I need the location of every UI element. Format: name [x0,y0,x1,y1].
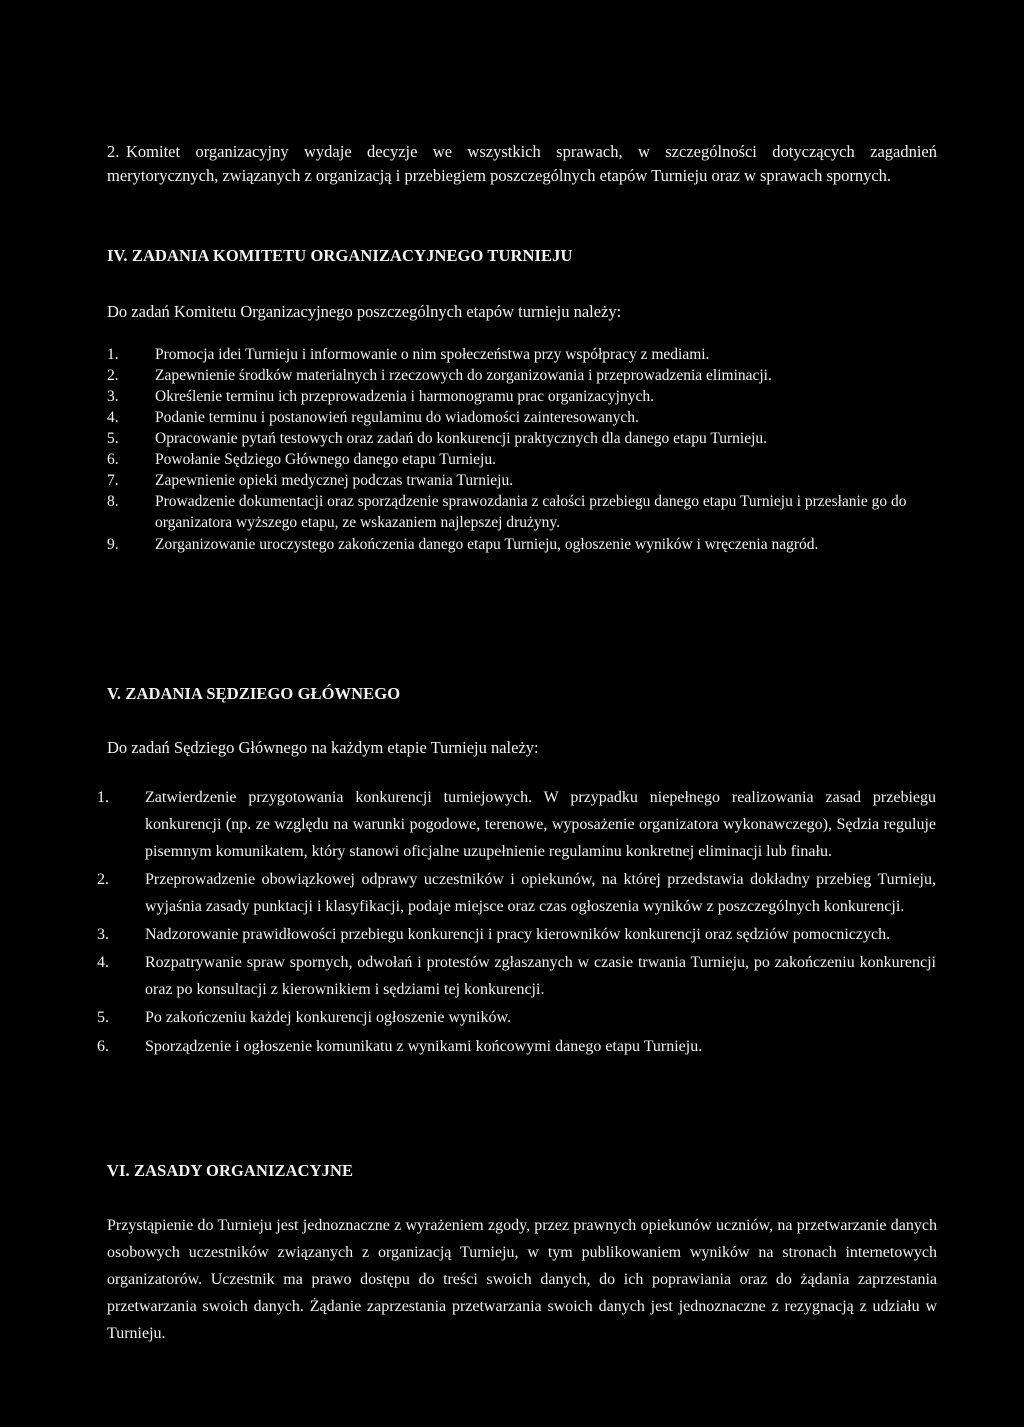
list-item: 1. Promocja idei Turnieju i informowanie o nim społeczeństwa przy współpracy z mediami. [107,346,710,363]
section-v-heading: V. ZADANIA SĘDZIEGO GŁÓWNEGO [107,684,401,703]
list-item: 4. Rozpatrywanie spraw spornych, odwołań i protestów zgłaszanych w czasie trwania Turnieju, po zakończeniu konkurencji oraz po konsultacji z kierownikiem i sędziami tej konkurencji. [97,954,936,998]
list-item: 1. Zatwierdzenie przygotowania konkurencji turniejowych. W przypadku niepełnego realizowania zasad przebiegu konkurencji (np. ze względu na warunki pogodowe, terenowe, wyposażenie organizatora wykonawczego), Sędzia reguluje pisemnym komunikatem, który stanowi oficjalne uzupełnienie regulaminu konkretnej eliminacji lub finału. [97,789,936,860]
section-vi-paragraph: Przystąpienie do Turnieju jest jednoznaczne z wyrażeniem zgody, przez prawnych opiekunów uczniów, na przetwarzanie danych osobowych uczestników związanych z organizacją Turnieju, w tym publikowaniem wyników na stronach internetowych organizatorów. Uczestnik ma prawo dostępu do treści swoich danych, do ich poprawiania oraz do żądania zaprzestania przetwarzania swoich danych. Żądanie zaprzestania przetwarzania swoich danych jest jednoznaczne z rezygnacją z udziału w Turnieju. [107,1217,937,1342]
list-item: 4. Podanie terminu i postanowień regulaminu do wiadomości zainteresowanych. [107,409,639,426]
list-item: 2. Przeprowadzenie obowiązkowej odprawy uczestników i opiekunów, na której przedstawia dokładny przebieg Turnieju, wyjaśnia zasady punktacji i klasyfikacji, podaje miejsce oraz czas ogłoszenia wyników z poszczególnych konkurencji. [97,871,936,915]
list-item: 5. Po zakończeniu każdej konkurencji ogłoszenie wyników. [97,1009,511,1026]
list-item: 9. Zorganizowanie uroczystego zakończenia danego etapu Turnieju, ogłoszenie wyników i wręczenia nagród. [107,536,819,553]
top-paragraph [107,140,937,188]
list-item: 2. Zapewnienie środków materialnych i rzeczowych do zorganizowania i przeprowadzenia eliminacji. [107,367,772,384]
section-v-list [97,784,936,1060]
top-paragraph-text: Komitet organizacyjny wydaje decyzje we wszystkich sprawach, w szczególności dotyczących zagadnień merytorycznych, związanych z organizacją i przebiegiem poszczególnych etapów Turnieju oraz w sprawach spornych. [107,142,937,185]
section-vi-heading: VI. ZASADY ORGANIZACYJNE [107,1161,354,1180]
section-v-intro: Do zadań Sędziego Głównego na każdym etapie Turnieju należy: [107,738,539,757]
section-iv-heading: IV. ZADANIA KOMITETU ORGANIZACYJNEGO TURNIEJU [107,246,573,265]
top-paragraph-number: 2. [107,142,120,161]
list-item: 3. Określenie terminu ich przeprowadzenia i harmonogramu prac organizacyjnych. [107,388,654,405]
list-item: 8. Prowadzenie dokumentacji oraz sporządzenie sprawozdania z całości przebiegu danego etapu Turnieju i przesłanie go do organizatora wyższego etapu, ze wskazaniem najlepszej drużyny. [107,493,907,531]
list-item: 6. Sporządzenie i ogłoszenie komunikatu z wynikami końcowymi danego etapu Turnieju. [97,1038,703,1055]
list-item: 6. Powołanie Sędziego Głównego danego etapu Turnieju. [107,451,496,468]
section-iv-intro: Do zadań Komitetu Organizacyjnego poszczególnych etapów turnieju należy: [107,302,622,321]
section-iv-list [107,344,930,560]
list-item: 7. Zapewnienie opieki medycznej podczas trwania Turnieju. [107,472,514,489]
list-item: 5. Opracowanie pytań testowych oraz zadań do konkurencji praktycznych dla danego etapu Turnieju. [107,430,768,447]
list-item: 3. Nadzorowanie prawidłowości przebiegu konkurencji i pracy kierowników konkurencji oraz sędziów pomocniczych. [97,926,891,943]
